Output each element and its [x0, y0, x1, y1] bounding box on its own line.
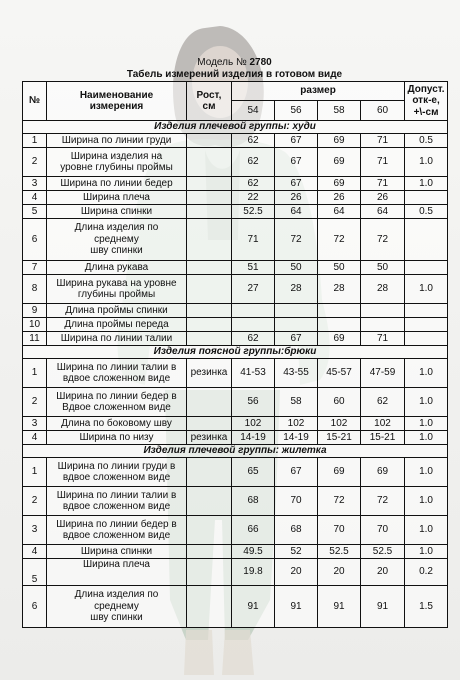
measurement-name-line: Ширина по низу [79, 431, 154, 443]
size-value: 28 [318, 275, 361, 304]
row-number: 4 [23, 191, 47, 205]
size-value: 64 [318, 205, 361, 219]
height-cell [187, 134, 232, 148]
size-value: 70 [275, 487, 318, 516]
size-value: 91 [275, 586, 318, 628]
size-value: 58 [275, 388, 318, 417]
row-number: 7 [23, 261, 47, 275]
size-value: 64 [275, 205, 318, 219]
size-value [318, 304, 361, 318]
measurement-name [47, 559, 187, 586]
size-value: 20 [275, 559, 318, 586]
size-value: 65 [232, 458, 275, 487]
size-value [232, 318, 275, 332]
size-value: 52.5 [361, 545, 405, 559]
size-value: 70 [318, 516, 361, 545]
section-header-row [23, 346, 448, 359]
size-value: 71 [361, 177, 405, 191]
measurement-name [47, 304, 187, 318]
measurement-name-line: Ширина плеча [82, 559, 150, 570]
measurement-name [47, 388, 187, 417]
measurement-name-line: Ширина по линии талии в [56, 489, 177, 501]
measurement-name-line: Длина рукава [84, 261, 149, 273]
height-cell [187, 388, 232, 417]
measurement-name [47, 545, 187, 559]
table-body [23, 121, 448, 628]
tolerance-value: 1.0 [405, 359, 448, 388]
size-value: 41-53 [232, 359, 275, 388]
measurement-name [47, 134, 187, 148]
size-value: 71 [232, 219, 275, 261]
measurement-name-line: шву спинки [90, 245, 143, 257]
col-header-tolerance-line2: отк-е, [412, 95, 440, 107]
measurement-name-line: вдвое сложенном виде [62, 530, 171, 541]
section-header-row [23, 121, 448, 134]
size-value: 68 [232, 487, 275, 516]
measurement-name-line: Ширина изделия на [70, 150, 163, 162]
height-cell [187, 559, 232, 586]
measurement-name [47, 431, 187, 445]
row-number: 9 [23, 304, 47, 318]
size-value: 91 [232, 586, 275, 628]
height-cell [187, 318, 232, 332]
size-value: 62 [232, 177, 275, 191]
size-value: 62 [232, 134, 275, 148]
height-cell [187, 417, 232, 431]
measurement-name [47, 191, 187, 205]
size-value: 67 [275, 458, 318, 487]
size-value: 69 [361, 458, 405, 487]
measurement-name-line: Длина изделия по [74, 589, 159, 601]
measurement-name-line: Вдвое сложенном виде [62, 402, 171, 413]
table-row [23, 134, 448, 148]
row-number: 4 [23, 545, 47, 559]
height-cell [187, 516, 232, 545]
row-number: 1 [23, 359, 47, 388]
size-header-58: 58 [318, 101, 361, 121]
row-number: 8 [23, 275, 47, 304]
measurement-name [47, 275, 187, 304]
col-header-name-line2: измерения [89, 101, 144, 112]
size-value: 69 [318, 134, 361, 148]
height-cell [187, 191, 232, 205]
table-row [23, 359, 448, 388]
measurement-name [47, 332, 187, 346]
size-value: 15-21 [318, 431, 361, 445]
size-value: 22 [232, 191, 275, 205]
size-value: 64 [361, 205, 405, 219]
measurement-name-line: вдвое сложенном виде [62, 373, 171, 384]
table-row [23, 318, 448, 332]
measurements-table [22, 81, 448, 628]
size-value: 69 [318, 177, 361, 191]
height-cell [187, 275, 232, 304]
size-value: 62 [232, 148, 275, 177]
col-header-tolerance-line3: +\-см [413, 106, 439, 118]
size-value: 67 [275, 332, 318, 346]
size-value: 47-59 [361, 359, 405, 388]
model-prefix: Модель № [197, 57, 250, 68]
row-number: 5 [23, 205, 47, 219]
measurement-name-line: Ширина по линии груди [61, 134, 172, 146]
size-value: 51 [232, 261, 275, 275]
size-value: 72 [318, 487, 361, 516]
row-number: 10 [23, 318, 47, 332]
table-row [23, 545, 448, 559]
row-number: 1 [23, 458, 47, 487]
size-value: 69 [318, 332, 361, 346]
measurement-name-line: Ширина по линии талии в [56, 361, 177, 373]
table-row [23, 516, 448, 545]
row-number: 2 [23, 487, 47, 516]
measurement-name [47, 458, 187, 487]
table-row [23, 388, 448, 417]
size-value: 20 [318, 559, 361, 586]
measurement-name-line: Ширина по линии бедер в [56, 518, 177, 530]
measurement-name-line: Длина изделия по [74, 222, 159, 234]
tolerance-value: 1.0 [405, 487, 448, 516]
size-value: 72 [318, 219, 361, 261]
height-cell [187, 304, 232, 318]
size-value: 28 [361, 275, 405, 304]
size-value: 52 [275, 545, 318, 559]
tolerance-value: 0.5 [405, 134, 448, 148]
col-header-tolerance [405, 82, 448, 121]
row-number: 6 [23, 219, 47, 261]
tolerance-value: 1.5 [405, 586, 448, 628]
size-value: 102 [275, 417, 318, 431]
tolerance-value [405, 318, 448, 332]
measurement-name [47, 359, 187, 388]
tolerance-value: 1.0 [405, 458, 448, 487]
col-header-height [187, 82, 232, 121]
table-row [23, 487, 448, 516]
col-header-height-line1: Рост, [196, 89, 222, 101]
measurement-name-line: Ширина плеча [82, 191, 150, 203]
table-row [23, 219, 448, 261]
table-row [23, 148, 448, 177]
size-value: 26 [318, 191, 361, 205]
table-row [23, 431, 448, 445]
size-value: 69 [318, 458, 361, 487]
size-value [361, 318, 405, 332]
height-cell [187, 177, 232, 191]
measurement-name [47, 219, 187, 261]
size-value: 68 [275, 516, 318, 545]
measurement-name-line: шву спинки [90, 612, 143, 624]
size-value: 62 [232, 332, 275, 346]
height-cell [187, 205, 232, 219]
size-value: 102 [232, 417, 275, 431]
size-value: 45-57 [318, 359, 361, 388]
col-header-size: размер [232, 82, 405, 101]
measurement-name [47, 417, 187, 431]
row-number: 5 [23, 559, 47, 586]
tolerance-value: 1.0 [405, 516, 448, 545]
size-value [361, 304, 405, 318]
section-title: Изделия плечевой группы: худи [23, 121, 448, 134]
measurement-name-line: Длина проймы переда [64, 318, 169, 330]
size-header-60: 60 [361, 101, 405, 121]
size-value: 102 [318, 417, 361, 431]
size-value: 91 [318, 586, 361, 628]
size-value: 67 [275, 177, 318, 191]
table-row [23, 177, 448, 191]
size-value: 43-55 [275, 359, 318, 388]
table-row [23, 458, 448, 487]
row-number: 3 [23, 417, 47, 431]
tolerance-value: 0.5 [405, 205, 448, 219]
size-value: 49.5 [232, 545, 275, 559]
model-title [22, 57, 447, 69]
measurement-name [47, 318, 187, 332]
size-value: 14-19 [275, 431, 318, 445]
measurement-name-line: Ширина по линии талии [60, 332, 173, 344]
height-cell: резинка [187, 359, 232, 388]
height-cell [187, 332, 232, 346]
measurement-name [47, 148, 187, 177]
size-value: 70 [361, 516, 405, 545]
size-header-54: 54 [232, 101, 275, 121]
size-value: 15-21 [361, 431, 405, 445]
tolerance-value: 1.0 [405, 388, 448, 417]
measurement-name-line: глубины проймы [77, 289, 156, 300]
table-row [23, 205, 448, 219]
row-number: 4 [23, 431, 47, 445]
size-header-56: 56 [275, 101, 318, 121]
table-row [23, 559, 448, 586]
height-cell: резинка [187, 431, 232, 445]
row-number: 2 [23, 148, 47, 177]
measurement-name-line: вдвое сложенном виде [62, 472, 171, 483]
size-chart-document [22, 0, 447, 628]
height-cell [187, 148, 232, 177]
size-value: 50 [318, 261, 361, 275]
measurement-name-line: Ширина спинки [80, 205, 153, 217]
tolerance-value: 1.0 [405, 417, 448, 431]
col-header-tolerance-line1: Допуст. [407, 83, 445, 95]
height-cell [187, 458, 232, 487]
size-value: 69 [318, 148, 361, 177]
measurement-name-line: Длина проймы спинки [65, 304, 168, 316]
size-value: 50 [361, 261, 405, 275]
size-value: 26 [361, 191, 405, 205]
row-number: 3 [23, 516, 47, 545]
bottom-strip [0, 680, 460, 690]
tolerance-value: 0.2 [405, 559, 448, 586]
tolerance-value: 1.0 [405, 177, 448, 191]
row-number: 1 [23, 134, 47, 148]
size-value: 28 [275, 275, 318, 304]
table-row [23, 417, 448, 431]
size-value: 14-19 [232, 431, 275, 445]
tolerance-value [405, 332, 448, 346]
height-cell [187, 219, 232, 261]
size-value: 67 [275, 148, 318, 177]
model-number: 2780 [249, 57, 272, 68]
measurement-name [47, 177, 187, 191]
col-header-name-line1: Наименование [79, 89, 154, 101]
section-title: Изделия поясной группы:брюки [23, 346, 448, 359]
size-value: 71 [361, 134, 405, 148]
measurement-name-line: Ширина по линии груди в [57, 460, 176, 472]
size-value: 66 [232, 516, 275, 545]
size-value: 62 [361, 388, 405, 417]
table-row [23, 261, 448, 275]
size-value [275, 318, 318, 332]
size-value: 91 [361, 586, 405, 628]
section-header-row [23, 445, 448, 458]
table-row [23, 586, 448, 628]
tolerance-value [405, 261, 448, 275]
col-header-name [47, 82, 187, 121]
table-row [23, 304, 448, 318]
measurement-name-line: уровне глубины проймы [60, 162, 173, 173]
height-cell [187, 261, 232, 275]
measurement-name-line: среднему [94, 233, 139, 245]
size-value: 56 [232, 388, 275, 417]
row-number: 11 [23, 332, 47, 346]
table-row [23, 191, 448, 205]
tolerance-value: 1.0 [405, 148, 448, 177]
measurement-name-line: вдвое сложенном виде [62, 501, 171, 512]
tolerance-value [405, 191, 448, 205]
height-cell [187, 545, 232, 559]
measurement-name [47, 586, 187, 628]
measurement-name-line: Ширина по линии бедер в [56, 390, 177, 402]
measurement-name [47, 261, 187, 275]
measurement-name-line: Длина по боковому шву [61, 417, 172, 429]
tolerance-value [405, 219, 448, 261]
measurement-name-line: Ширина по линии бедер [60, 177, 173, 189]
height-cell [187, 586, 232, 628]
table-row [23, 332, 448, 346]
size-value: 27 [232, 275, 275, 304]
row-number: 2 [23, 388, 47, 417]
measurement-name-line: Ширина спинки [80, 545, 153, 557]
table-header [23, 82, 448, 121]
size-value: 67 [275, 134, 318, 148]
col-header-height-line2: см [202, 101, 216, 112]
tolerance-value [405, 304, 448, 318]
measurement-name [47, 516, 187, 545]
measurement-name [47, 205, 187, 219]
tolerance-value: 1.0 [405, 431, 448, 445]
size-value: 26 [275, 191, 318, 205]
size-value [318, 318, 361, 332]
table-row [23, 275, 448, 304]
size-value: 20 [361, 559, 405, 586]
tolerance-value: 1.0 [405, 275, 448, 304]
size-value: 52.5 [232, 205, 275, 219]
tolerance-value: 1.0 [405, 545, 448, 559]
measurement-name-line: Ширина рукава на уровне [56, 277, 177, 289]
row-number: 3 [23, 177, 47, 191]
col-header-num: № [23, 82, 47, 121]
size-value: 72 [275, 219, 318, 261]
row-number: 6 [23, 586, 47, 628]
size-value [275, 304, 318, 318]
measurement-name-line: среднему [94, 600, 139, 612]
measurement-name [47, 487, 187, 516]
size-value: 71 [361, 332, 405, 346]
size-value: 52.5 [318, 545, 361, 559]
size-value: 72 [361, 219, 405, 261]
size-value: 72 [361, 487, 405, 516]
size-value [232, 304, 275, 318]
section-title: Изделия плечевой группы: жилетка [23, 445, 448, 458]
size-value: 50 [275, 261, 318, 275]
size-value: 60 [318, 388, 361, 417]
size-value: 19.8 [232, 559, 275, 586]
size-value: 71 [361, 148, 405, 177]
table-title: Табель измерений изделия в готовом виде [126, 69, 343, 80]
height-cell [187, 487, 232, 516]
size-value: 102 [361, 417, 405, 431]
